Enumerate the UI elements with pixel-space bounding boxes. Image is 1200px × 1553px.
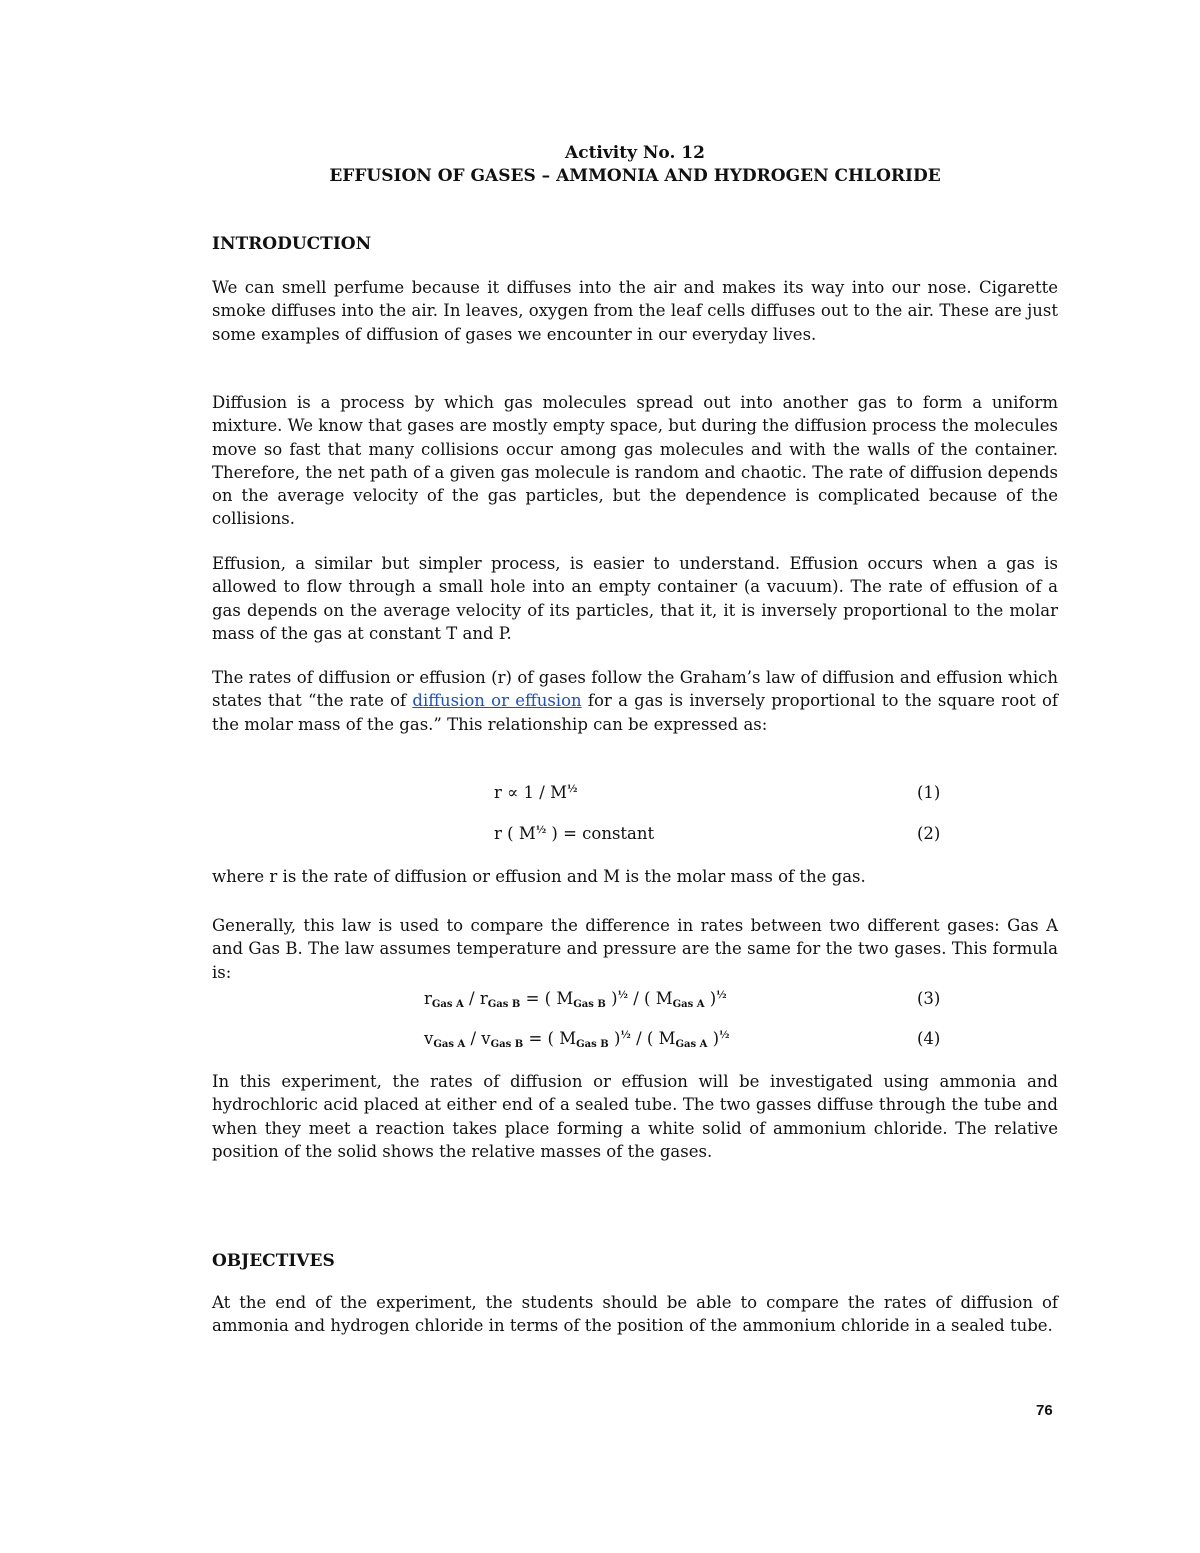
subscript: Gas A (675, 1039, 708, 1050)
equation-1-number: (1) (917, 783, 941, 802)
exponent: ½ (716, 990, 727, 1001)
exponent: ½ (620, 1030, 631, 1041)
equation-1 (494, 783, 577, 802)
activity-number: Activity No. 12 (565, 143, 705, 163)
equation-text: M (559, 1029, 577, 1048)
equation-3: rGas A / rGas B = ( MGas B )$^{\frac{1}{2}}$ / ( MGas A )$^{\frac{1}{2}}$ (424, 989, 727, 1010)
subscript: Gas A (431, 999, 464, 1010)
diffusion-effusion-link[interactable]: diffusion or effusion (412, 691, 582, 711)
equation-text: v (424, 1029, 434, 1048)
objectives-paragraph: At the end of the experiment, the students should be able to compare the rates of diffusion of ammonia and hydrogen chloride in terms of the position of the ammonium chloride in a sealed tube. (212, 1293, 1058, 1336)
equation-text: M (658, 1029, 676, 1048)
equation-text: r (479, 989, 488, 1008)
exponent: ½ (617, 990, 628, 1001)
intro-paragraph-4 (212, 666, 1058, 736)
equation-text: M (556, 989, 574, 1008)
intro-paragraph-3: Effusion, a similar but simpler process, is easier to understand. Effusion occurs when a gas is allowed to flow through a small hole into an empty container (a vacuum). The rate of effusion of a gas depends on the average velocity of its particles, that it, it is inversely proportional to the molar mass of the gas at constant T and P. (212, 554, 1058, 643)
equation-2-number: (2) (917, 824, 941, 843)
subscript: Gas A (672, 999, 705, 1010)
intro-paragraph-5: where r is the rate of diffusion or effusion and M is the molar mass of the gas. (212, 867, 866, 886)
subscript: Gas B (490, 1039, 524, 1050)
introduction-heading: INTRODUCTION (212, 234, 372, 254)
exponent: ½ (719, 1030, 730, 1041)
equation-text: v (481, 1029, 491, 1048)
equation-text: ) = constant (546, 824, 655, 843)
equation-text: M (655, 989, 673, 1008)
subscript: Gas B (576, 1039, 609, 1050)
equation-3-number: (3) (917, 989, 941, 1008)
equation-4-number: (4) (917, 1029, 941, 1048)
exponent: ½ (567, 784, 578, 795)
intro-paragraph-6: Generally, this law is used to compare the difference in rates between two different gases: Gas A and Gas B. The law assumes temperature and pressure are the same for the two gases. This formula is: (212, 916, 1058, 982)
paragraph-text: for a gas is inversely proportional to the square root of the molar mass of the gas.” This relationship can be expressed as: (212, 691, 1058, 734)
equation-4: vGas A / vGas B = ( MGas B )$^{\frac{1}{2}}$ / ( MGas A )$^{\frac{1}{2}}$ (424, 1029, 730, 1050)
subscript: Gas A (433, 1039, 466, 1050)
equation-2 (494, 824, 654, 843)
equation-text: r ( M (494, 824, 536, 843)
subscript: Gas B (487, 999, 521, 1010)
subscript: Gas B (573, 999, 606, 1010)
intro-paragraph-7: In this experiment, the rates of diffusion or effusion will be investigated using ammonia and hydrochloric acid placed at either end of a sealed tube. The two gasses diffuse through the tube and when they meet a reaction takes place forming a white solid of ammonium chloride. The relative position of the solid shows the relative masses of the gases. (212, 1072, 1058, 1161)
document-title: EFFUSION OF GASES – AMMONIA AND HYDROGEN CHLORIDE (329, 166, 941, 186)
exponent: ½ (535, 825, 547, 836)
paragraph-text: The rates of diffusion or effusion (r) of gases follow the Graham’s law of diffusion and effusion which states that “the rate of (212, 668, 1058, 711)
intro-paragraph-1: We can smell perfume because it diffuses into the air and makes its way into our nose. Cigarette smoke diffuses into the air. In leaves, oxygen from the leaf cells diffuses out to the air. These are just some examples of diffusion of gases we encounter in our everyday lives. (212, 278, 1058, 344)
page-number: 76 (1036, 1402, 1053, 1419)
equation-text: r ∝ 1 / M (494, 783, 567, 802)
intro-paragraph-2: Diffusion is a process by which gas molecules spread out into another gas to form a uniform mixture. We know that gases are mostly empty space, but during the diffusion process the molecules move so fast that many collisions occur among gas molecules and with the walls of the container. Therefore, the net path of a given gas molecule is random and chaotic. The rate of diffusion depends on the average velocity of the gas particles, but the dependence is complicated because of the collisions. (212, 393, 1058, 529)
equation-text: r (424, 989, 432, 1008)
objectives-heading: OBJECTIVES (212, 1251, 335, 1271)
